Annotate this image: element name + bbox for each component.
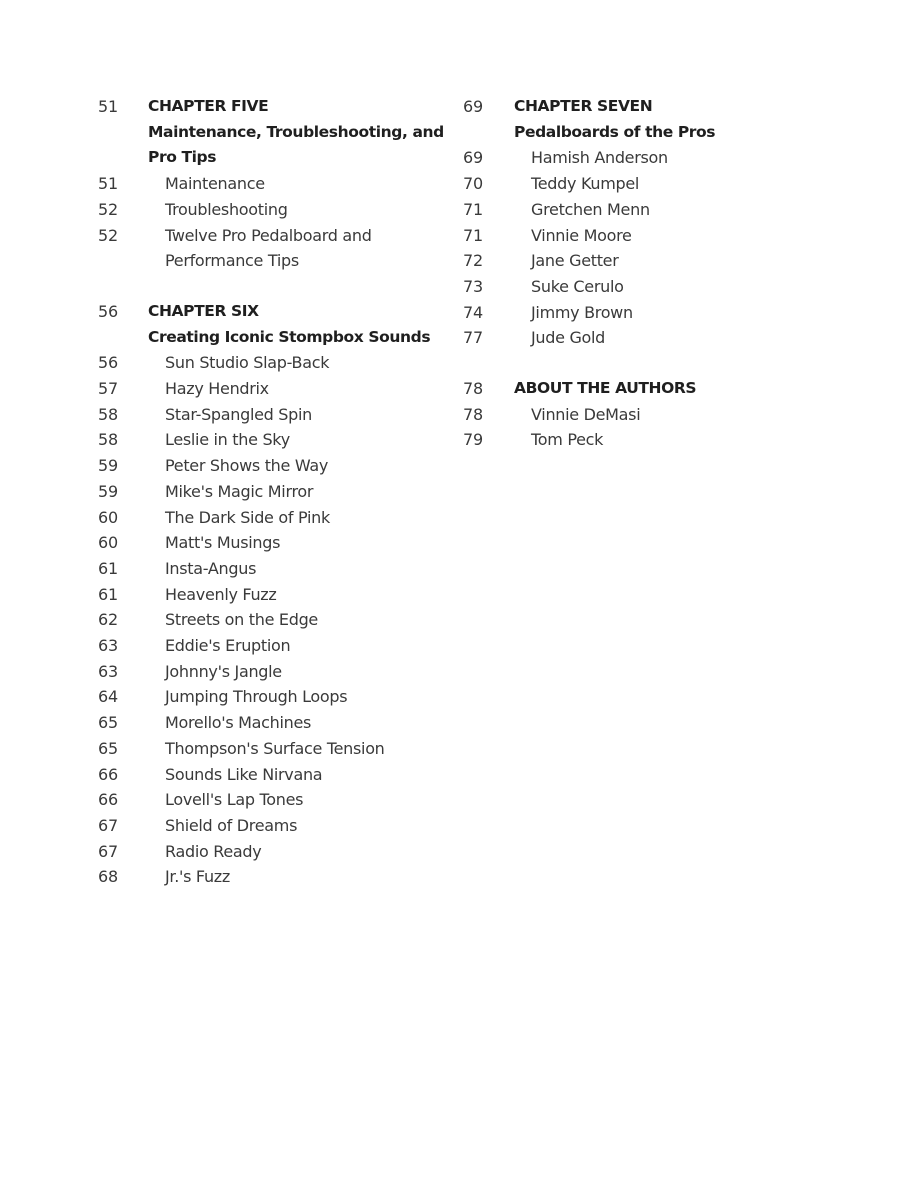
toc-entry-jane-getter[interactable] bbox=[463, 248, 793, 274]
entry-title: Insta-Angus bbox=[165, 558, 257, 578]
chapter-subtitle: Maintenance, Troubleshooting, and Pro Tips bbox=[148, 122, 444, 167]
toc-entry-gretchen-menn[interactable] bbox=[463, 197, 793, 223]
page-number: 69 bbox=[463, 97, 483, 116]
page-number: 78 bbox=[463, 379, 483, 399]
chapter-heading bbox=[148, 299, 448, 350]
entry-title: Jumping Through Loops bbox=[165, 687, 348, 707]
toc-entry-mike-s-magic-mirror[interactable] bbox=[98, 479, 448, 505]
entry-title: Shield of Dreams bbox=[165, 815, 298, 835]
chapter-heading bbox=[514, 376, 793, 402]
toc-entry-lovell-s-lap-tones[interactable] bbox=[98, 787, 448, 813]
page-number: 66 bbox=[98, 764, 118, 784]
toc-right-column bbox=[463, 94, 793, 453]
section-gap bbox=[98, 274, 448, 299]
page-number: 60 bbox=[98, 507, 118, 527]
page-number: 56 bbox=[98, 353, 118, 373]
toc-entry-suke-cerulo[interactable] bbox=[463, 274, 793, 300]
toc-entry-johnny-s-jangle[interactable] bbox=[98, 659, 448, 685]
entry-title: Vinnie DeMasi bbox=[531, 404, 641, 424]
toc-entry-hazy-hendrix[interactable] bbox=[98, 376, 448, 402]
entry-title: Suke Cerulo bbox=[531, 276, 624, 296]
page-number: 73 bbox=[463, 276, 483, 296]
toc-entry-tom-peck[interactable] bbox=[463, 427, 793, 453]
page-number: 68 bbox=[98, 867, 118, 887]
page-number: 71 bbox=[463, 199, 483, 219]
entry-title: Lovell's Lap Tones bbox=[165, 790, 304, 810]
entry-title: Vinnie Moore bbox=[531, 225, 632, 245]
entry-title: Radio Ready bbox=[165, 841, 262, 861]
page-number: 63 bbox=[98, 636, 118, 656]
entry-title: Jr.'s Fuzz bbox=[165, 867, 231, 887]
entry-title: Morello's Machines bbox=[165, 713, 312, 733]
toc-entry-vinnie-moore[interactable] bbox=[463, 223, 793, 249]
page-number: 51 bbox=[98, 174, 118, 194]
entry-title: Jane Getter bbox=[531, 251, 619, 271]
page-number: 51 bbox=[98, 97, 118, 116]
toc-entry-shield-of-dreams[interactable] bbox=[98, 813, 448, 839]
page-number: 79 bbox=[463, 430, 483, 450]
toc-entry-jude-gold[interactable] bbox=[463, 325, 793, 351]
toc-chapter-about-the-authors[interactable] bbox=[463, 376, 793, 402]
toc-entry-hamish-anderson[interactable] bbox=[463, 145, 793, 171]
toc-entry-insta-angus[interactable] bbox=[98, 556, 448, 582]
toc-chapter-chapter-six[interactable] bbox=[98, 299, 448, 350]
entry-title: Twelve Pro Pedalboard and Performance Tips bbox=[165, 225, 372, 271]
toc-entry-jimmy-brown[interactable] bbox=[463, 300, 793, 326]
page-number: 61 bbox=[98, 558, 118, 578]
toc-entry-teddy-kumpel[interactable] bbox=[463, 171, 793, 197]
page-number: 70 bbox=[463, 174, 483, 194]
page-number: 61 bbox=[98, 584, 118, 604]
entry-title: Jimmy Brown bbox=[531, 302, 633, 322]
page-number: 58 bbox=[98, 430, 118, 450]
chapter-title: CHAPTER SIX bbox=[148, 301, 259, 320]
toc-entry-maintenance[interactable] bbox=[98, 171, 448, 197]
toc-entry-vinnie-demasi[interactable] bbox=[463, 402, 793, 428]
entry-title: Tom Peck bbox=[531, 430, 604, 450]
chapter-heading bbox=[148, 94, 448, 171]
entry-title: Mike's Magic Mirror bbox=[165, 481, 314, 501]
chapter-subtitle: Creating Iconic Stompbox Sounds bbox=[148, 327, 431, 346]
toc-entry-radio-ready[interactable] bbox=[98, 839, 448, 865]
chapter-subtitle: Pedalboards of the Pros bbox=[514, 122, 716, 141]
toc-entry-sounds-like-nirvana[interactable] bbox=[98, 762, 448, 788]
toc-entry-morello-s-machines[interactable] bbox=[98, 710, 448, 736]
toc-entry-jumping-through-loops[interactable] bbox=[98, 684, 448, 710]
toc-chapter-chapter-five[interactable] bbox=[98, 94, 448, 171]
toc-entry-eddie-s-eruption[interactable] bbox=[98, 633, 448, 659]
toc-entry-peter-shows-the-way[interactable] bbox=[98, 453, 448, 479]
entry-title: Peter Shows the Way bbox=[165, 456, 329, 476]
page-number: 52 bbox=[98, 225, 118, 245]
page-number: 74 bbox=[463, 302, 483, 322]
page-number: 57 bbox=[98, 379, 118, 399]
entry-title: Hazy Hendrix bbox=[165, 379, 269, 399]
chapter-title: CHAPTER SEVEN bbox=[514, 97, 653, 115]
page-number: 69 bbox=[463, 148, 483, 168]
entry-title: Sun Studio Slap-Back bbox=[165, 353, 330, 373]
page-number: 67 bbox=[98, 815, 118, 835]
page-number: 71 bbox=[463, 225, 483, 245]
toc-entry-the-dark-side-of-pink[interactable] bbox=[98, 505, 448, 531]
entry-title: Troubleshooting bbox=[165, 199, 288, 219]
chapter-title: ABOUT THE AUTHORS bbox=[514, 379, 697, 398]
entry-title: Maintenance bbox=[165, 174, 265, 194]
toc-entry-matt-s-musings[interactable] bbox=[98, 530, 448, 556]
entry-title: Hamish Anderson bbox=[531, 148, 668, 168]
section-gap bbox=[463, 351, 793, 376]
entry-title: Streets on the Edge bbox=[165, 610, 318, 630]
entry-title: Sounds Like Nirvana bbox=[165, 764, 323, 784]
page-number: 65 bbox=[98, 713, 118, 733]
toc-entry-troubleshooting[interactable] bbox=[98, 197, 448, 223]
page-number: 78 bbox=[463, 404, 483, 424]
page-number: 63 bbox=[98, 661, 118, 681]
entry-title: Leslie in the Sky bbox=[165, 430, 290, 450]
toc-chapter-chapter-seven[interactable] bbox=[463, 94, 793, 145]
entry-title: Johnny's Jangle bbox=[165, 661, 282, 681]
entry-title: Heavenly Fuzz bbox=[165, 584, 277, 604]
entry-title: Gretchen Menn bbox=[531, 199, 650, 219]
page-number: 62 bbox=[98, 610, 118, 630]
page-number: 66 bbox=[98, 790, 118, 810]
entry-title: The Dark Side of Pink bbox=[165, 507, 330, 527]
entry-title: Jude Gold bbox=[531, 328, 606, 348]
entry-title: Thompson's Surface Tension bbox=[165, 738, 385, 758]
chapter-heading bbox=[514, 94, 793, 145]
page-number: 60 bbox=[98, 533, 118, 553]
toc-entry-streets-on-the-edge[interactable] bbox=[98, 607, 448, 633]
page-number: 52 bbox=[98, 199, 118, 219]
page-number: 77 bbox=[463, 328, 483, 348]
toc-entry-leslie-in-the-sky[interactable] bbox=[98, 427, 448, 453]
toc-entry-thompson-s-surface-tension[interactable] bbox=[98, 736, 448, 762]
page-number: 59 bbox=[98, 456, 118, 476]
entry-title: Matt's Musings bbox=[165, 533, 281, 553]
page-number: 67 bbox=[98, 841, 118, 861]
chapter-title: CHAPTER FIVE bbox=[148, 97, 269, 115]
toc-entry-star-spangled-spin[interactable] bbox=[98, 402, 448, 428]
page-number: 58 bbox=[98, 404, 118, 424]
toc-entry-twelve-pro-pedalboard-and-performance-tips[interactable] bbox=[98, 223, 448, 274]
page-number: 65 bbox=[98, 738, 118, 758]
entry-title: Teddy Kumpel bbox=[531, 174, 640, 194]
toc-entry-jr-s-fuzz[interactable] bbox=[98, 864, 448, 890]
entry-title: Star-Spangled Spin bbox=[165, 404, 313, 424]
page-number: 59 bbox=[98, 481, 118, 501]
page-number: 72 bbox=[463, 251, 483, 271]
page-number: 56 bbox=[98, 301, 118, 321]
toc-entry-heavenly-fuzz[interactable] bbox=[98, 582, 448, 608]
toc-left-column bbox=[98, 94, 448, 890]
page-number: 64 bbox=[98, 687, 118, 707]
entry-title: Eddie's Eruption bbox=[165, 636, 291, 656]
toc-entry-sun-studio-slap-back[interactable] bbox=[98, 350, 448, 376]
